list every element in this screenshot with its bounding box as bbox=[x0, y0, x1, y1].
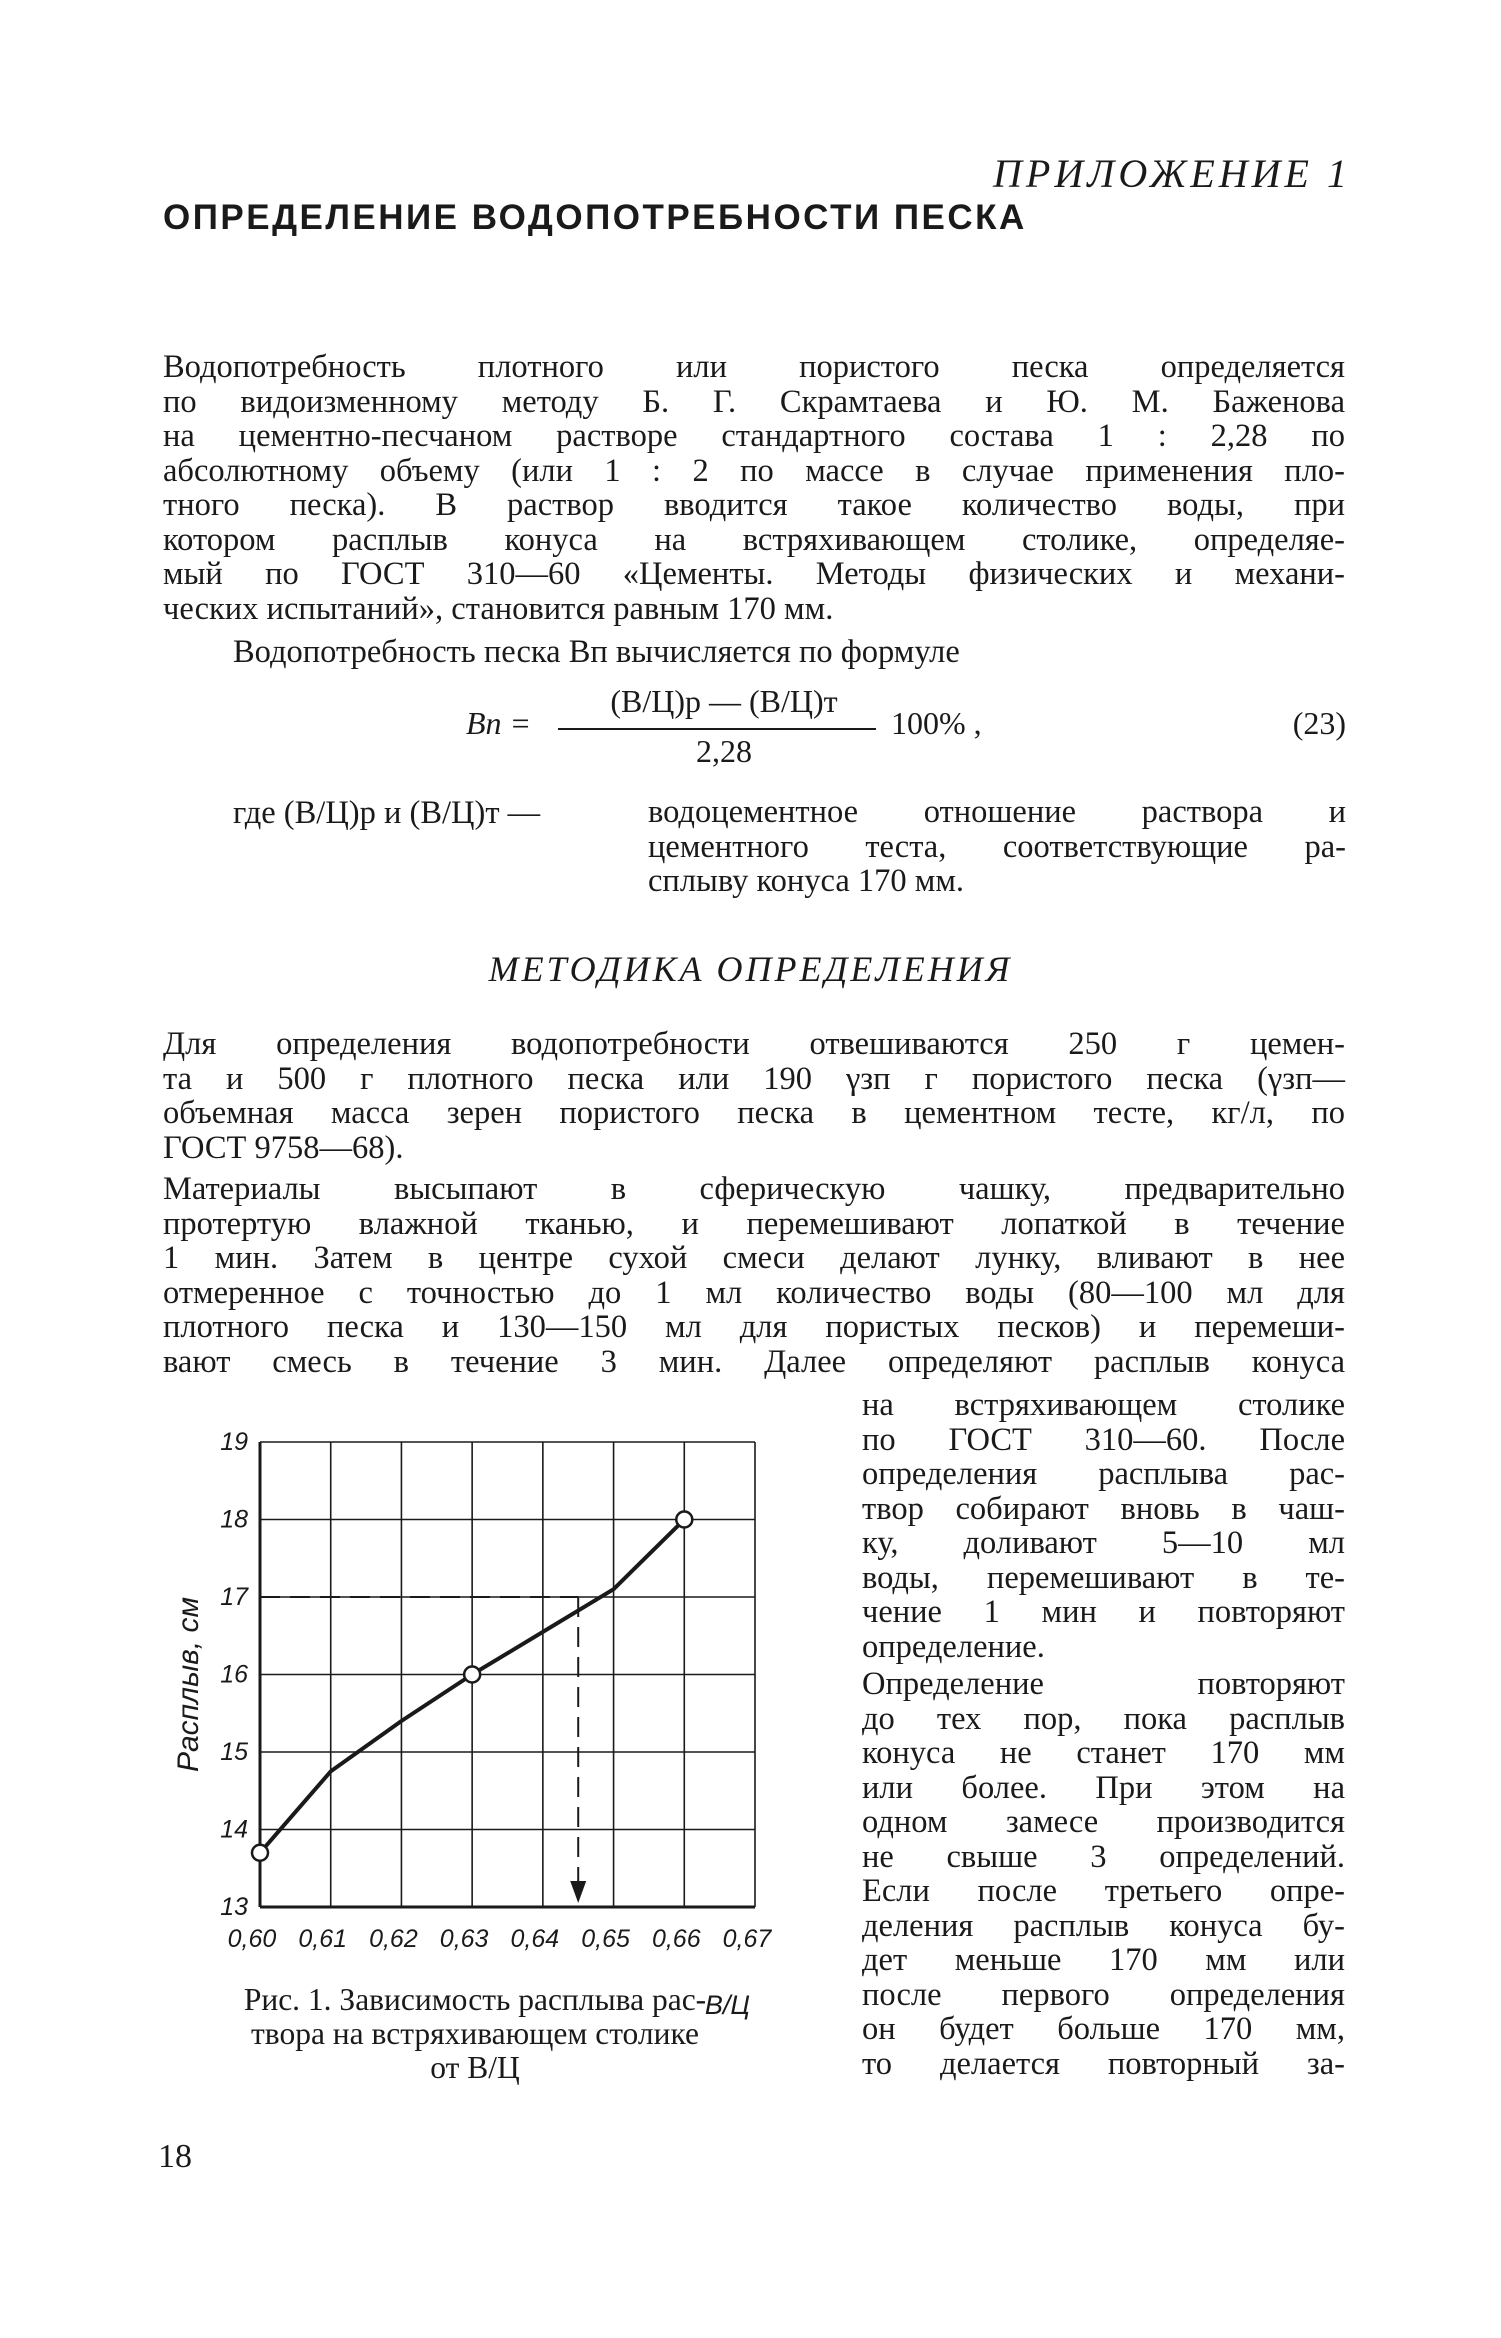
text-line: ГОСТ 9758—68). bbox=[163, 1129, 404, 1166]
x-tick-label: 0,62 bbox=[369, 1925, 418, 1953]
data-point bbox=[464, 1667, 480, 1683]
text-line: тного песка). В раствор вводится такое количество воды, при bbox=[163, 487, 1345, 523]
fraction-bar bbox=[558, 728, 876, 730]
text-line: 1 мин. Затем в центре сухой смеси делают лунку, вливают в нее bbox=[163, 1240, 1345, 1276]
formula-intro: Водопотребность песка Вп вычисляется по формуле bbox=[233, 634, 960, 670]
intro-paragraph bbox=[163, 350, 1345, 626]
text-line: водоцементное отношение раствора и bbox=[648, 794, 1346, 830]
text-line: деления расплыв конуса бу- bbox=[862, 1907, 1345, 1944]
appendix-label: ПРИЛОЖЕНИЕ 1 bbox=[993, 151, 1351, 196]
text-line: не свыше 3 определений. bbox=[862, 1838, 1345, 1875]
data-point bbox=[676, 1512, 692, 1528]
caption-line: от В/Ц bbox=[430, 2050, 520, 2085]
text-line: твор собирают вновь в чаш- bbox=[862, 1490, 1345, 1527]
text-line: вают смесь в течение 3 мин. Далее определяют расплыв конуса bbox=[163, 1343, 1345, 1380]
y-tick-label: 13 bbox=[220, 1893, 248, 1921]
text-line: ческих испытаний», становится равным 170 мм. bbox=[163, 590, 834, 627]
x-tick-label: 0,60 bbox=[227, 1925, 277, 1953]
text-line: отмеренное с точностью до 1 мл количество воды (80—100 мл для bbox=[163, 1274, 1345, 1311]
x-tick-label: 0,65 bbox=[581, 1925, 630, 1953]
text-line: Водопотребность плотного или пористого песка определяется bbox=[163, 349, 1345, 385]
caption-line: твора на встряхивающем столике bbox=[251, 2016, 699, 2051]
text-line: чение 1 мин и повторяют bbox=[862, 1594, 1345, 1630]
text-line: то делается повторный за- bbox=[862, 2045, 1345, 2082]
y-tick-label: 15 bbox=[220, 1738, 248, 1766]
text-line: определение. bbox=[862, 1628, 1045, 1665]
where-lead: где (В/Ц)р и (В/Ц)т — bbox=[233, 795, 541, 831]
text-line: Материалы высыпают в сферическую чашку, предварительно bbox=[163, 1171, 1345, 1207]
page-title: ОПРЕДЕЛЕНИЕ ВОДОПОТРЕБНОСТИ ПЕСКА bbox=[163, 198, 1027, 237]
text-line: после первого определения bbox=[862, 1976, 1345, 2013]
text-line: Для определения водопотребности отвешиваются 250 г цемен- bbox=[163, 1026, 1345, 1062]
text-line: цементного теста, соответствующие ра- bbox=[648, 828, 1346, 865]
text-line: на встряхивающем столике bbox=[862, 1387, 1345, 1423]
text-line: дет меньше 170 мм или bbox=[862, 1942, 1345, 1978]
x-axis-label: В/Ц bbox=[704, 1990, 750, 2020]
text-line: или более. При этом на bbox=[862, 1769, 1345, 1806]
text-line: по видоизменному методу Б. Г. Скрамтаева и Ю. М. Баженова bbox=[163, 383, 1345, 420]
text-line: протертую влажной тканью, и перемешивают лопаткой в течение bbox=[163, 1205, 1345, 1242]
text-line: определения расплыва рас- bbox=[862, 1456, 1345, 1492]
method-paragraph-2-column bbox=[862, 1388, 1345, 1664]
text-line: по ГОСТ 310—60. После bbox=[862, 1421, 1345, 1458]
y-tick-label: 18 bbox=[220, 1505, 248, 1534]
text-line: Определение повторяют bbox=[862, 1666, 1345, 1702]
text-line: та и 500 г плотного песка или 190 γзп г пористого песка (γзп— bbox=[163, 1060, 1345, 1097]
x-tick-label: 0,67 bbox=[722, 1925, 772, 1953]
y-axis-label: Расплыв, см bbox=[172, 1596, 205, 1773]
text-line: объемная масса зерен пористого песка в цементном тесте, кг/л, по bbox=[163, 1095, 1345, 1131]
formula-denominator: 2,28 bbox=[696, 733, 752, 769]
formula-numerator: (В/Ц)р — (В/Ц)т bbox=[610, 683, 838, 719]
y-tick-label: 16 bbox=[220, 1660, 248, 1689]
method-paragraph-2 bbox=[163, 1172, 1345, 1379]
text-line: конуса не станет 170 мм bbox=[862, 1735, 1345, 1771]
section-title: МЕТОДИКА ОПРЕДЕЛЕНИЯ bbox=[488, 949, 1013, 989]
x-tick-label: 0,61 bbox=[298, 1925, 348, 1953]
caption-line: Рис. 1. Зависимость расплыва рас- bbox=[243, 1982, 707, 2017]
formula-suffix: 100% , bbox=[891, 705, 982, 741]
guide-arrow bbox=[570, 1881, 586, 1903]
text-line: котором расплыв конуса на встряхивающем столике, определяе- bbox=[163, 521, 1345, 558]
text-line: до тех пор, пока расплыв bbox=[862, 1700, 1345, 1737]
text-line: он будет больше 170 мм, bbox=[862, 2011, 1345, 2047]
data-point bbox=[252, 1845, 268, 1861]
x-tick-label: 0,64 bbox=[510, 1925, 560, 1953]
text-line: абсолютному объему (или 1 : 2 по массе в случае применения пло- bbox=[163, 452, 1345, 489]
formula-23 bbox=[466, 683, 1346, 783]
text-line: Если после третьего опре- bbox=[862, 1873, 1345, 1909]
text-line: одном замесе производится bbox=[862, 1804, 1345, 1840]
text-line: сплыву конуса 170 мм. bbox=[648, 863, 965, 899]
text-line: мый по ГОСТ 310—60 «Цементы. Методы физических и механи- bbox=[163, 556, 1345, 592]
text-line: воды, перемешивают в те- bbox=[862, 1559, 1345, 1596]
figure-caption bbox=[160, 1983, 790, 2085]
where-definition bbox=[648, 795, 1346, 899]
formula-lhs: Вп = bbox=[466, 705, 532, 741]
y-tick-label: 19 bbox=[220, 1428, 248, 1456]
method-paragraph-1 bbox=[163, 1027, 1345, 1165]
text-line: на цементно-песчаном растворе стандартного состава 1 : 2,28 по bbox=[163, 418, 1345, 454]
y-tick-label: 14 bbox=[220, 1815, 248, 1844]
page-number: 18 bbox=[158, 2138, 192, 2175]
text-line: плотного песка и 130—150 мл для пористых песков) и перемеши- bbox=[163, 1309, 1345, 1345]
text-line: ку, доливают 5—10 мл bbox=[862, 1525, 1345, 1561]
y-tick-label: 17 bbox=[220, 1583, 248, 1611]
formula-number: (23) bbox=[1292, 705, 1346, 741]
method-paragraph-3 bbox=[862, 1667, 1345, 2081]
x-tick-label: 0,63 bbox=[439, 1925, 489, 1953]
x-tick-label: 0,66 bbox=[651, 1925, 701, 1953]
